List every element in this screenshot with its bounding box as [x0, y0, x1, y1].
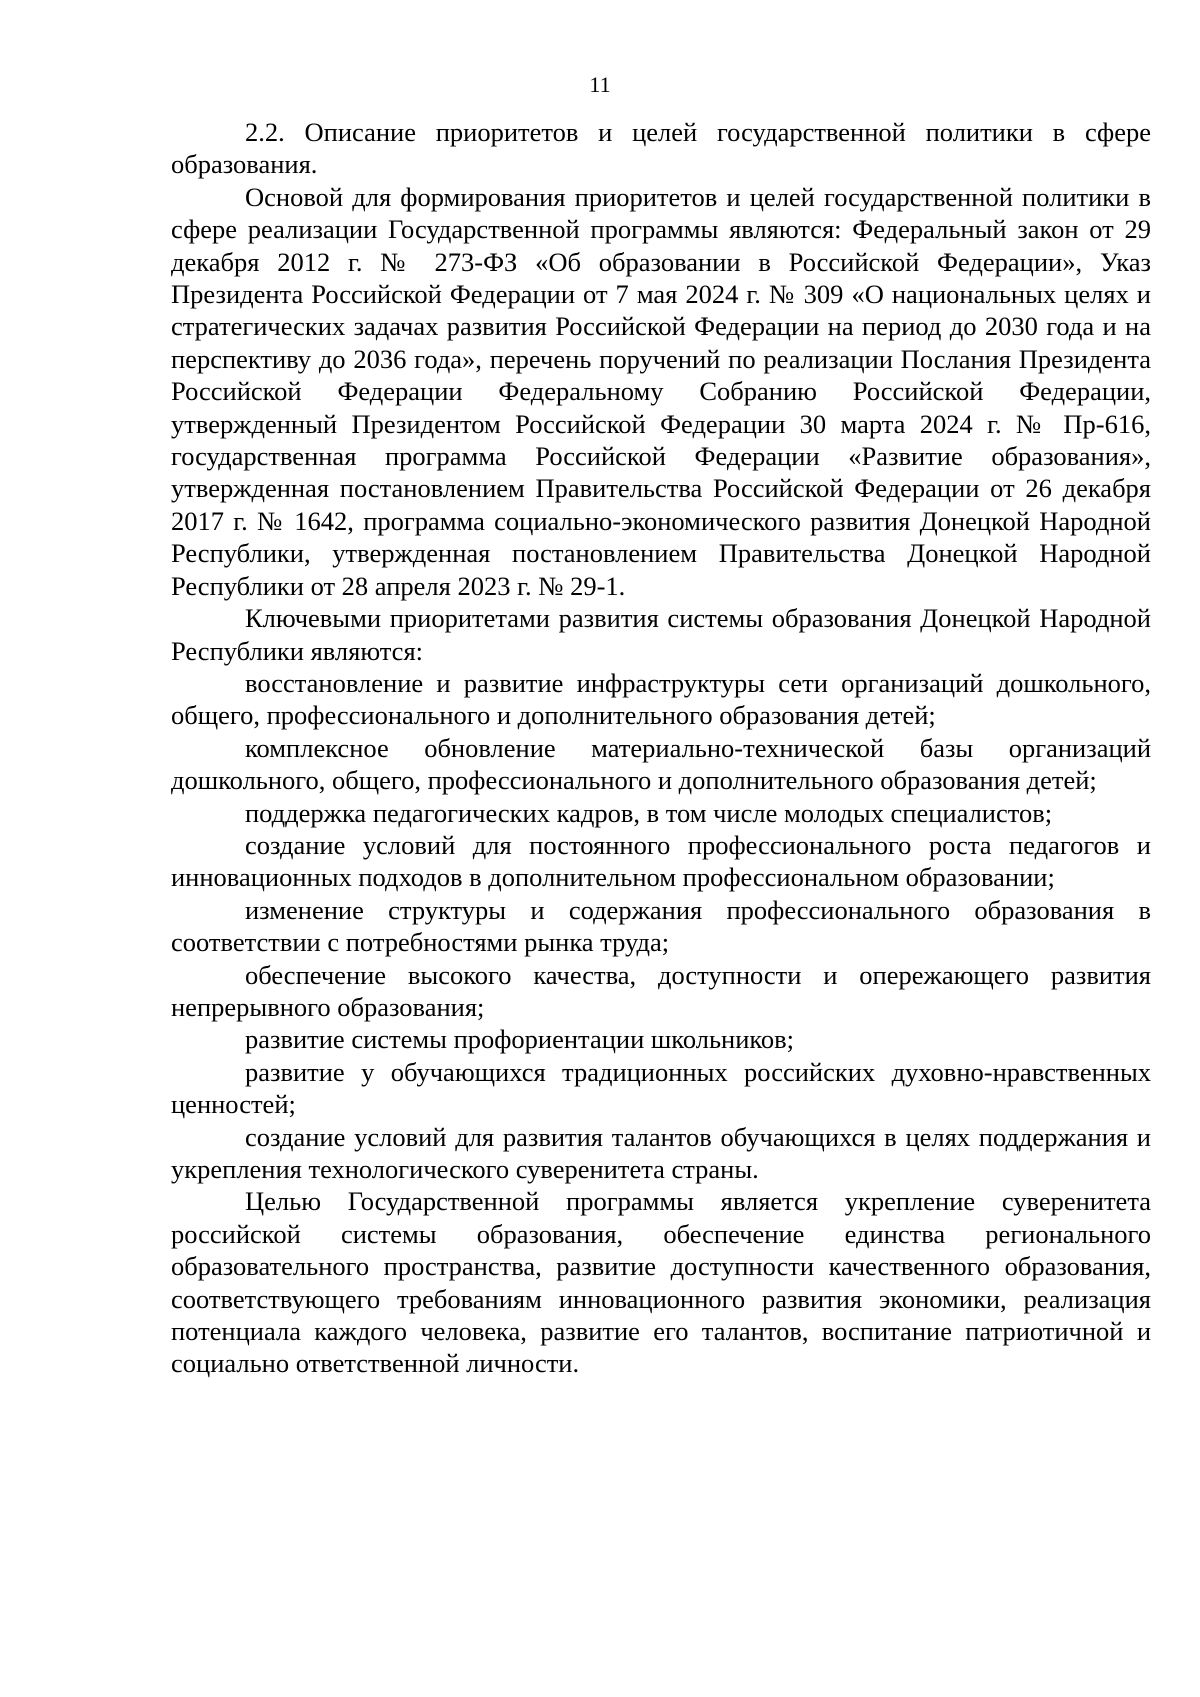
paragraph-program-goal: Целью Государственной программы является укрепление суверенитета российской системы образования, обеспечение единства регионального образовательного пространства, развитие доступности качественного образования, соответствующего требованиям инновационного развития экономики, реализация потенциала каждого человека, развитие его талантов, воспитание патриотичной и социально ответственной личности.: [171, 1186, 1151, 1379]
priority-item: поддержка педагогических кадров, в том числе молодых специалистов;: [245, 797, 1053, 828]
priority-item: обеспечение высокого качества, доступности и опережающего развития непрерывного образования;: [171, 959, 1151, 1022]
paragraph-legal-basis: Основой для формирования приоритетов и целей государственной политики в сфере реализации Государственной программы являются: Федеральный закон от 29 декабря 2012 г. № 273-ФЗ «Об образовании в Российской Федерации», Указ Президента Российской Федерации от 7 мая 2024 г. № 309 «О национальных целях и стратегических задачах развития Российской Федерации на период до 2030 года и на перспективу до 2036 года», перечень поручений по реализации Послания Президента Российской Федерации Федеральному Собранию Российской Федерации, утвержденный Президентом Российской Федерации 30 марта 2024 г. № Пр-616, государственная программа Российской Федерации «Развитие образования», утвержденная постановлением Правительства Российской Федерации от 26 декабря 2017 г. № 1642, программа социально-экономического развития Донецкой Народной Республики, утвержденная постановлением Правительства Донецкой Народной Республики от 28 апреля 2023 г. № 29-1.: [171, 181, 1151, 601]
priority-item: восстановление и развитие инфраструктуры сети организаций дошкольного, общего, профессионального и дополнительного образования детей;: [171, 667, 1151, 731]
priority-item: развитие системы профориентации школьников;: [245, 1024, 795, 1055]
priority-item: создание условий для постоянного профессионального роста педагогов и инновационных подходов в дополнительном профессиональном образовании;: [171, 829, 1151, 893]
priority-item: изменение структуры и содержания профессионального образования в соответствии с потребностями рынка труда;: [171, 894, 1151, 958]
document-body: [171, 116, 1151, 1380]
section-heading: 2.2. Описание приоритетов и целей государственной политики в сфере образования.: [171, 117, 1151, 180]
page-number: 11: [589, 72, 611, 97]
paragraph-priorities-intro: Ключевыми приоритетами развития системы образования Донецкой Народной Республики являются:: [171, 603, 1151, 666]
priority-item: комплексное обновление материально-технической базы организаций дошкольного, общего, профессионального и дополнительного образования детей;: [171, 732, 1151, 796]
priority-item: развитие у обучающихся традиционных российских духовно-нравственных ценностей;: [171, 1056, 1151, 1120]
priority-item: создание условий для развития талантов обучающихся в целях поддержания и укрепления технологического суверенитета страны.: [171, 1121, 1151, 1184]
